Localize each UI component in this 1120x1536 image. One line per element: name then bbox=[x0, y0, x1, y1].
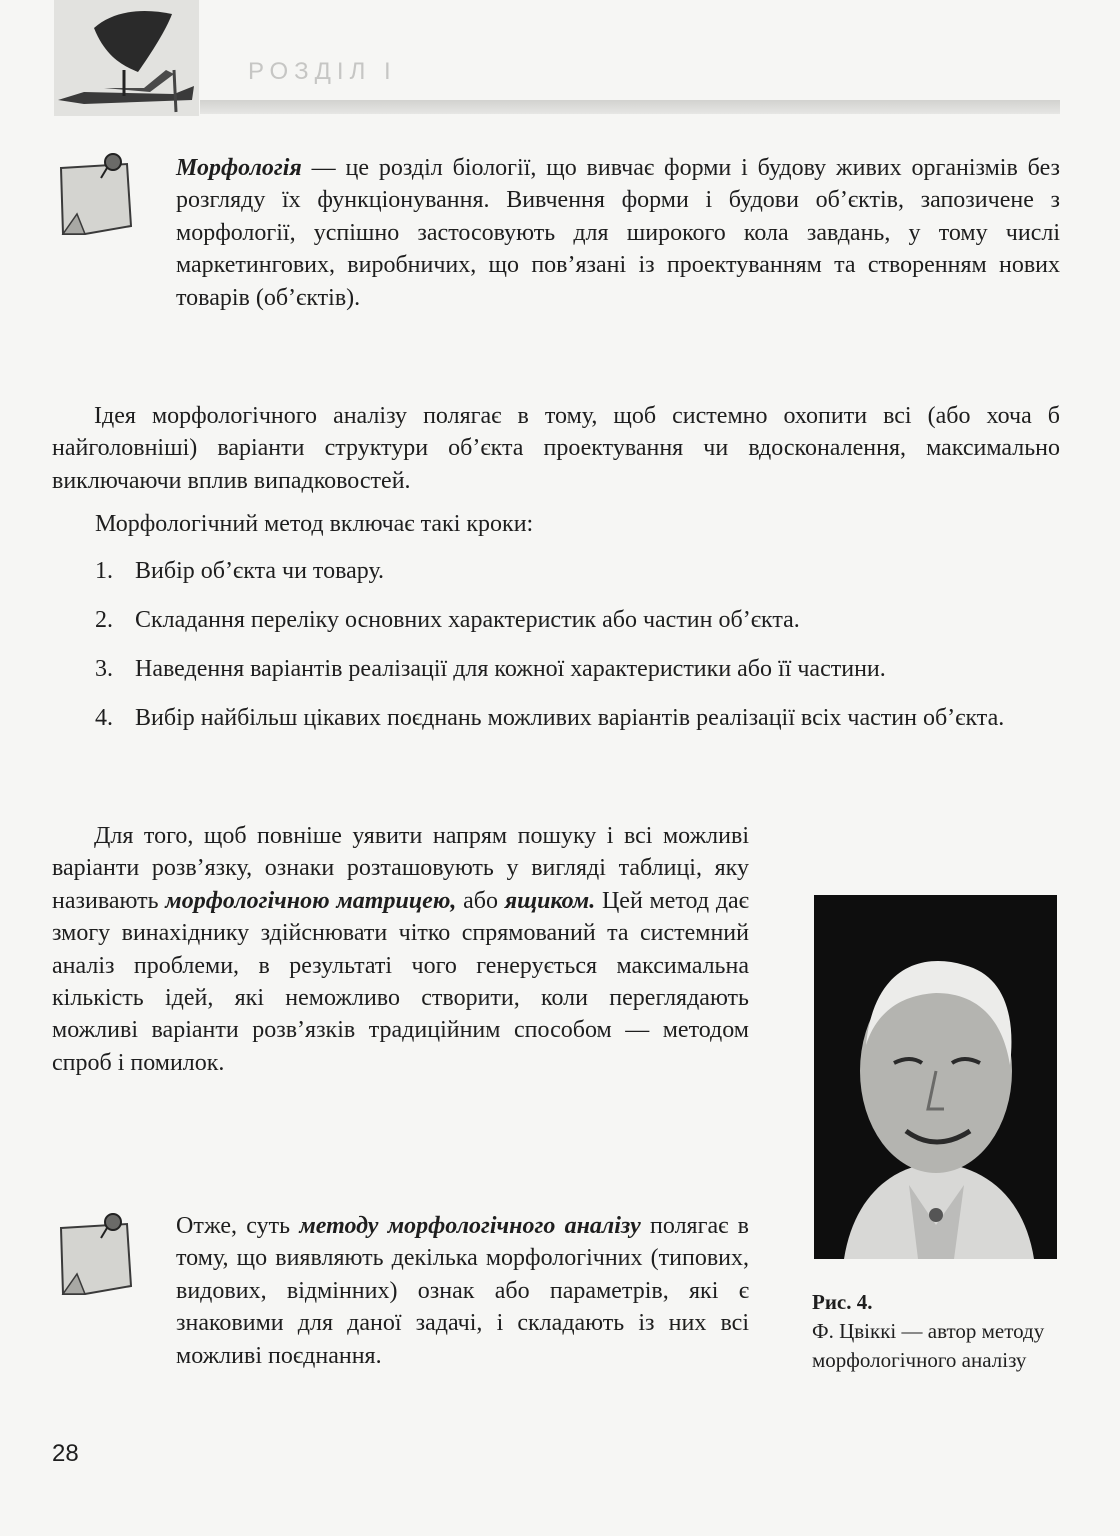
term-morphology: Морфологія bbox=[176, 155, 302, 181]
section-label: РОЗДІЛ І bbox=[248, 58, 397, 85]
intro-paragraph: Ідея морфологічного аналізу полягає в тому, щоб системно охопити всі (або хоча б найголовніші) варіанти структури об’єкта проектування чи вдосконалення, максимально виключаючи вплив випадковостей. bbox=[52, 403, 1060, 494]
step-number: 1. bbox=[95, 558, 113, 584]
list-item bbox=[95, 653, 1060, 685]
matrix-text-1: Для того, щоб повніше уявити напрям пошуку і всі можливі варіанти розв’язку, ознаки розташовують у вигляді таблиці, яку називають bbox=[52, 823, 749, 914]
step-number: 3. bbox=[95, 656, 113, 682]
step-number: 4. bbox=[95, 705, 113, 731]
step-text: Наведення варіантів реалізації для кожної характеристики або її частини. bbox=[135, 656, 886, 682]
term-morphological-analysis: методу морфологічного аналізу bbox=[299, 1213, 641, 1239]
matrix-text-2: або bbox=[456, 887, 505, 914]
figure-caption bbox=[812, 1288, 1060, 1375]
step-text: Вибір об’єкта чи товару. bbox=[135, 558, 385, 584]
definition-method bbox=[176, 1210, 749, 1372]
figure-label: Рис. 4. bbox=[812, 1290, 873, 1314]
flying-machine-icon bbox=[54, 0, 199, 116]
note-icon bbox=[55, 1210, 139, 1305]
definition-morphology-text: — це розділ біології, що вивчає форми і будову живих організмів без розгляду їх функціонування. Вивчення форми і будови об’єктів, запозичене з морфології, успішно застосовують для широкого кола завдань, у тому числі маркетингових, виробничих, що пов’язані із проектуванням та створенням нових товарів (об’єктів). bbox=[176, 155, 1060, 311]
matrix-text-3: Цей метод дає змогу винахіднику здійснювати чітко спрямований та системний аналіз проблеми, в результаті чого генерується максимальна кількість ідей, які неможливо створити, коли переглядають можливі варіанти розв’язків традиційним способом — методом спроб і помилок. bbox=[52, 887, 749, 1076]
figure-caption-text: Ф. Цвіккі — автор методу морфологічного аналізу bbox=[812, 1319, 1045, 1372]
definition-method-text-2: полягає в тому, що виявляють декілька морфологічних (типових, видових, відмінних) ознак або параметрів, які є знаковими для даної задачі, і складають із них всі можливі поєднання. bbox=[176, 1213, 749, 1369]
pinned-note-icon bbox=[55, 150, 139, 240]
term-morphological-matrix: морфологічною матрицею, bbox=[165, 887, 457, 914]
step-number: 2. bbox=[95, 607, 113, 633]
list-item bbox=[95, 604, 1060, 636]
step-text: Вибір найбільш цікавих поєднань можливих варіантів реалізації всіх частин об’єкта. bbox=[135, 705, 1005, 731]
header-illustration bbox=[54, 0, 199, 116]
steps-intro: Морфологічний метод включає такі кроки: bbox=[95, 511, 534, 537]
header-rule bbox=[200, 100, 1060, 114]
list-item bbox=[95, 702, 1060, 734]
note-icon bbox=[55, 150, 139, 245]
step-text: Складання переліку основних характеристик або частин об’єкта. bbox=[135, 607, 800, 633]
steps-list bbox=[95, 555, 1060, 751]
term-box: ящиком. bbox=[504, 887, 596, 914]
page-number: 28 bbox=[52, 1440, 79, 1467]
list-item bbox=[95, 555, 1060, 587]
definition-method-text-1: Отже, суть bbox=[176, 1213, 300, 1239]
pinned-note-icon bbox=[55, 1210, 139, 1300]
definition-morphology bbox=[176, 152, 1060, 314]
portrait-photo bbox=[814, 895, 1057, 1259]
portrait-image bbox=[814, 895, 1057, 1259]
matrix-paragraph bbox=[52, 820, 749, 1079]
